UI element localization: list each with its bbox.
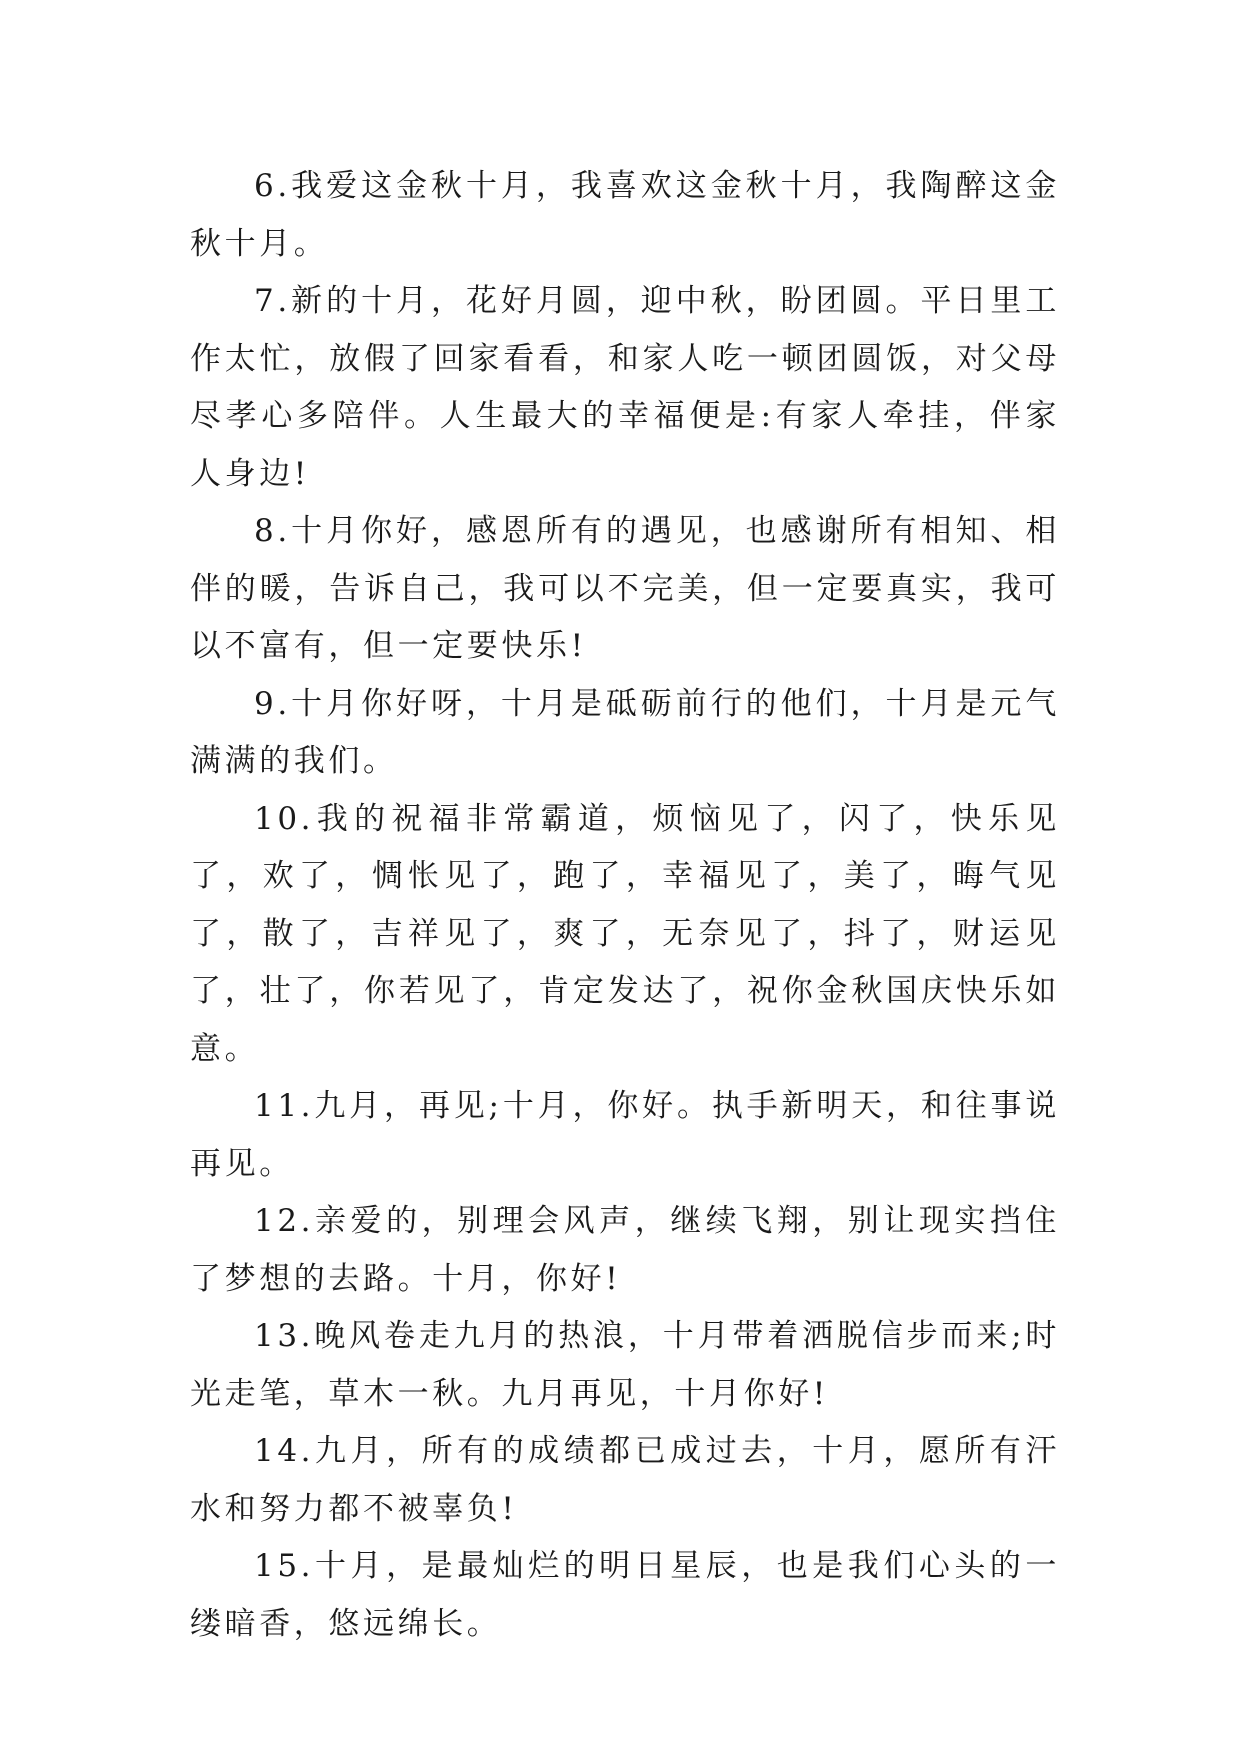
paragraph-number: 14. bbox=[254, 1433, 315, 1469]
paragraph-7 bbox=[190, 273, 1060, 503]
paragraph-text: 我的祝福非常霸道，烦恼见了，闪了，快乐见了，欢了，惆怅见了，跑了，幸福见了，美了，晦气见了，散了，吉祥见了，爽了，无奈见了，抖了，财运见了，壮了，你若见了，肯定发达了，祝你金秋国庆快乐如意。 bbox=[190, 800, 1060, 1067]
paragraph-text: 晚风卷走九月的热浪，十月带着洒脱信步而来;时光走笔，草木一秋。九月再见，十月你好! bbox=[190, 1318, 1060, 1412]
paragraph-text: 十月你好，感恩所有的遇见，也感谢所有相知、相伴的暖，告诉自己，我可以不完美，但一定要真实，我可以不富有，但一定要快乐! bbox=[190, 513, 1060, 664]
paragraph-text: 九月，所有的成绩都已成过去，十月，愿所有汗水和努力都不被辜负! bbox=[190, 1433, 1060, 1527]
paragraph-number: 8. bbox=[254, 513, 291, 549]
paragraph-number: 10. bbox=[254, 800, 315, 837]
paragraph-14 bbox=[190, 1423, 1060, 1538]
paragraph-13 bbox=[190, 1308, 1060, 1423]
paragraph-number: 15. bbox=[254, 1548, 315, 1584]
paragraph-number: 13. bbox=[254, 1318, 315, 1354]
paragraph-8 bbox=[190, 503, 1060, 676]
paragraph-15 bbox=[190, 1538, 1060, 1653]
paragraph-6 bbox=[190, 158, 1060, 273]
paragraph-text: 新的十月，花好月圆，迎中秋，盼团圆。平日里工作太忙，放假了回家看看，和家人吃一顿团圆饭，对父母尽孝心多陪伴。人生最大的幸福便是:有家人牵挂，伴家人身边! bbox=[190, 283, 1060, 492]
paragraph-number: 6. bbox=[254, 168, 291, 204]
paragraph-number: 11. bbox=[254, 1088, 315, 1124]
paragraph-text: 亲爱的，别理会风声，继续飞翔，别让现实挡住了梦想的去路。十月，你好! bbox=[190, 1203, 1060, 1297]
paragraph-number: 7. bbox=[254, 283, 291, 319]
document-body bbox=[190, 158, 1060, 1653]
paragraph-number: 9. bbox=[254, 685, 291, 722]
paragraph-text: 十月你好呀，十月是砥砺前行的他们，十月是元气满满的我们。 bbox=[190, 685, 1060, 779]
paragraph-9 bbox=[190, 676, 1060, 791]
paragraph-text: 九月，再见;十月，你好。执手新明天，和往事说再见。 bbox=[190, 1088, 1060, 1182]
paragraph-11 bbox=[190, 1078, 1060, 1193]
paragraph-12 bbox=[190, 1193, 1060, 1308]
paragraph-text: 我爱这金秋十月，我喜欢这金秋十月，我陶醉这金秋十月。 bbox=[190, 168, 1060, 262]
paragraph-text: 十月，是最灿烂的明日星辰，也是我们心头的一缕暗香，悠远绵长。 bbox=[190, 1548, 1060, 1642]
paragraph-10 bbox=[190, 791, 1060, 1079]
paragraph-number: 12. bbox=[254, 1203, 315, 1239]
